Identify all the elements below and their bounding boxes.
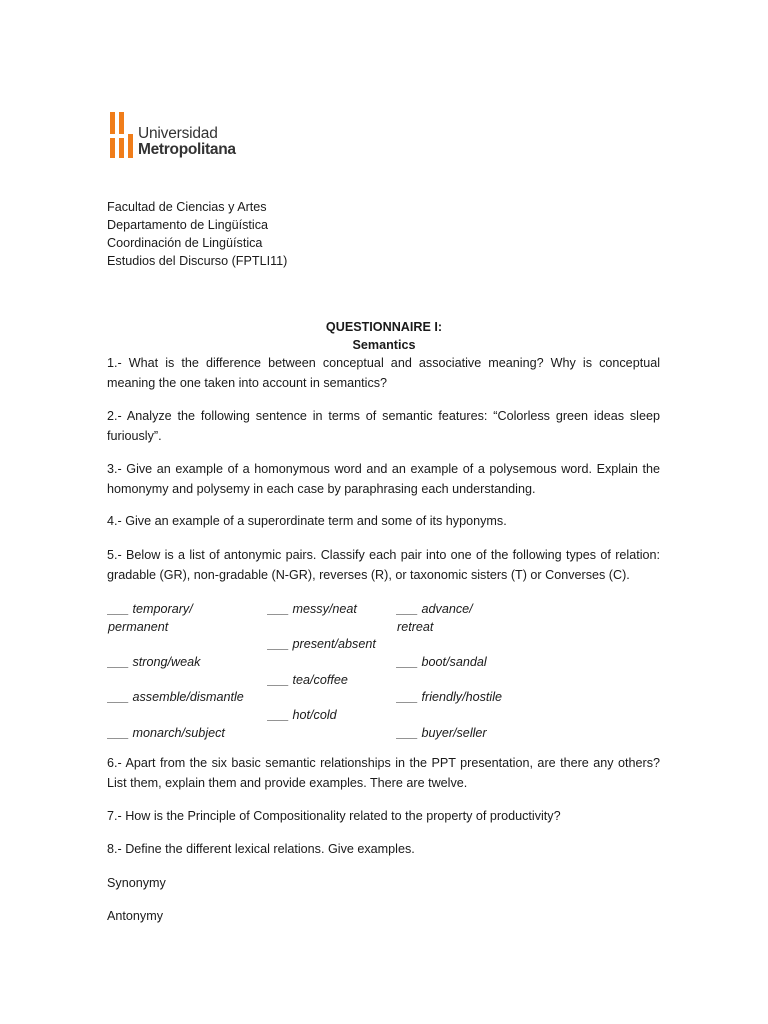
pair-boot: ___ boot/sandal — [397, 655, 487, 669]
pair-advance-cont: retreat — [397, 620, 434, 634]
pair-present: ___ present/absent — [268, 637, 376, 651]
pair-temporary: ___ temporary/ — [108, 602, 193, 616]
pair-messy: ___ messy/neat — [268, 602, 357, 616]
pair-friendly: ___ friendly/hostile — [397, 690, 503, 704]
question-4: 4.- Give an example of a superordinate term and some of its hyponyms. — [107, 514, 507, 528]
pair-tea: ___ tea/coffee — [268, 673, 348, 687]
pair-monarch: ___ monarch/subject — [108, 726, 225, 740]
header-line: Departamento de Lingüística — [107, 218, 269, 232]
question-8: 8.- Define the different lexical relations. Give examples. — [107, 842, 415, 856]
header-line: Facultad de Ciencias y Artes — [107, 200, 267, 214]
pair-advance: ___ advance/ — [397, 602, 473, 616]
logo-bar — [110, 112, 115, 134]
question-5: 5.- Below is a list of antonymic pairs. Classify each pair into one of the following types of relation: gradable (GR), non-gradable (N-GR), reverses (R), or taxonomic sisters (T) or Converses (C). — [107, 548, 660, 582]
term-synonymy: Synonymy — [107, 876, 166, 890]
faculty-header — [107, 198, 287, 270]
document-subtitle: Semantics — [352, 338, 416, 352]
header-line: Estudios del Discurso (FPTLI11) — [107, 254, 288, 268]
logo-bar — [119, 138, 124, 158]
pair-buyer: ___ buyer/seller — [397, 726, 487, 740]
question-3: 3.- Give an example of a homonymous word and an example of a polysemous word. Explain the homonymy and polysemy in each case by paraphrasing each understanding. — [107, 462, 660, 496]
logo-bar — [128, 134, 133, 158]
logo-text-line2: Metropolitana — [138, 141, 236, 158]
logo-bar — [119, 112, 124, 134]
university-logo — [108, 112, 248, 160]
term-antonymy: Antonymy — [107, 909, 163, 923]
question-7: 7.- How is the Principle of Compositionality related to the property of productivity? — [107, 809, 561, 823]
document-title: QUESTIONNAIRE I: — [325, 320, 443, 334]
question-2: 2.- Analyze the following sentence in terms of semantic features: “Colorless green ideas sleep furiously”. — [107, 409, 660, 443]
pair-temporary-cont: permanent — [108, 620, 169, 634]
logo-bar — [110, 138, 115, 158]
pair-hot: ___ hot/cold — [268, 708, 337, 722]
question-1: 1.- What is the difference between conceptual and associative meaning? Why is conceptual meaning the one taken into account in semantics? — [107, 356, 660, 390]
header-line: Coordinación de Lingüística — [107, 236, 263, 250]
logo-text-line1: Universidad — [138, 125, 218, 142]
pair-strong: ___ strong/weak — [108, 655, 201, 669]
pair-assemble: ___ assemble/dismantle — [108, 690, 244, 704]
question-6: 6.- Apart from the six basic semantic relationships in the PPT presentation, are there any others? List them, explain them and provide examples. There are twelve. — [107, 756, 660, 790]
